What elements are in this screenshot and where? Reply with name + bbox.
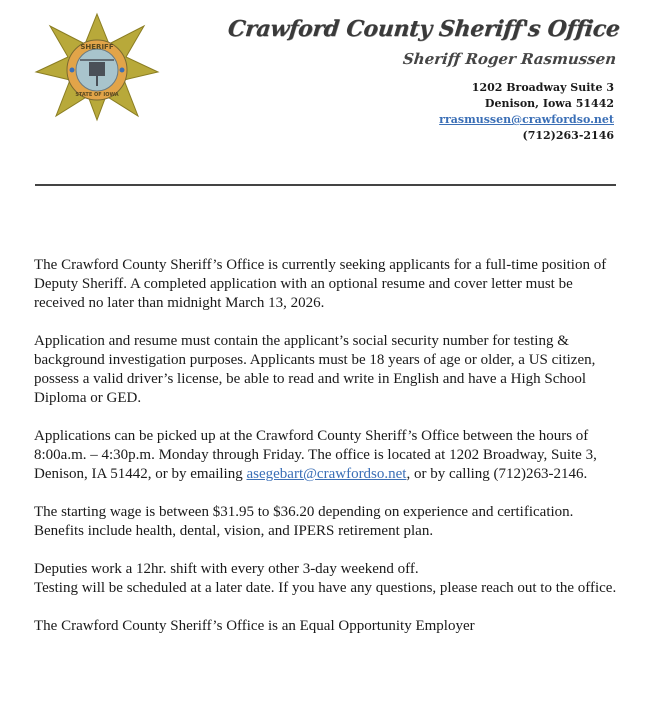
paragraph-position: The Crawford County Sheriff’s Office is currently seeking applicants for a full-time position of Deputy Sheriff. A completed application with an optional resume and cover letter must be received no later than midnight March 13, 2026. — [34, 257, 607, 311]
badge-text-bottom: STATE OF IOWA — [75, 92, 119, 98]
letter-body — [34, 256, 624, 655]
organization-title: Crawford County Sheriff's Office — [227, 16, 622, 42]
paragraph-application-pickup — [34, 427, 624, 484]
pickup-text: Applications can be picked up at the Crawford County Sheriff’s Office between the hours of 8:00a.m. – 4:30p.m. Monday through Friday. The office is located at 1202 Broadway, Suite 3, Denison, IA 51442, or by emailing — [34, 428, 597, 482]
pickup-text-end: , or by calling (712)263-2146. — [406, 466, 588, 482]
address-line-1: 1202 Broadway Suite 3 — [471, 81, 614, 94]
badge-text-top: SHERIFF — [80, 43, 114, 51]
application-email-link[interactable]: asegebart@crawfordso.net — [246, 466, 407, 482]
paragraph-shift: Deputies work a 12hr. shift with every other 3-day weekend off. — [34, 561, 419, 577]
paragraph-wage: The starting wage is between $31.95 to $36.20 depending on experience and certification. Benefits include health, dental, vision, and IPERS retirement plan. — [34, 504, 574, 539]
sheriff-star-badge-icon — [34, 12, 160, 122]
paragraph-equal-opportunity: The Crawford County Sheriff’s Office is an Equal Opportunity Employer — [34, 618, 475, 634]
sheriff-name: Sheriff Roger Rasmussen — [401, 50, 617, 68]
contact-block — [439, 80, 614, 144]
phone-number: (712)263-2146 — [522, 129, 614, 142]
paragraph-testing: Testing will be scheduled at a later date. If you have any questions, please reach out to the office. — [34, 580, 617, 596]
address-line-2: Denison, Iowa 51442 — [484, 97, 614, 110]
sheriff-email-link[interactable]: rrasmussen@crawfordso.net — [439, 113, 614, 126]
header-divider — [35, 184, 616, 186]
paragraph-requirements: Application and resume must contain the applicant’s social security number for testing & background investigation purposes. Applicants must be 18 years of age or older, a US citizen, possess a valid driver’s license, be able to read and write in English and have a High School Diploma or GED. — [34, 333, 596, 406]
